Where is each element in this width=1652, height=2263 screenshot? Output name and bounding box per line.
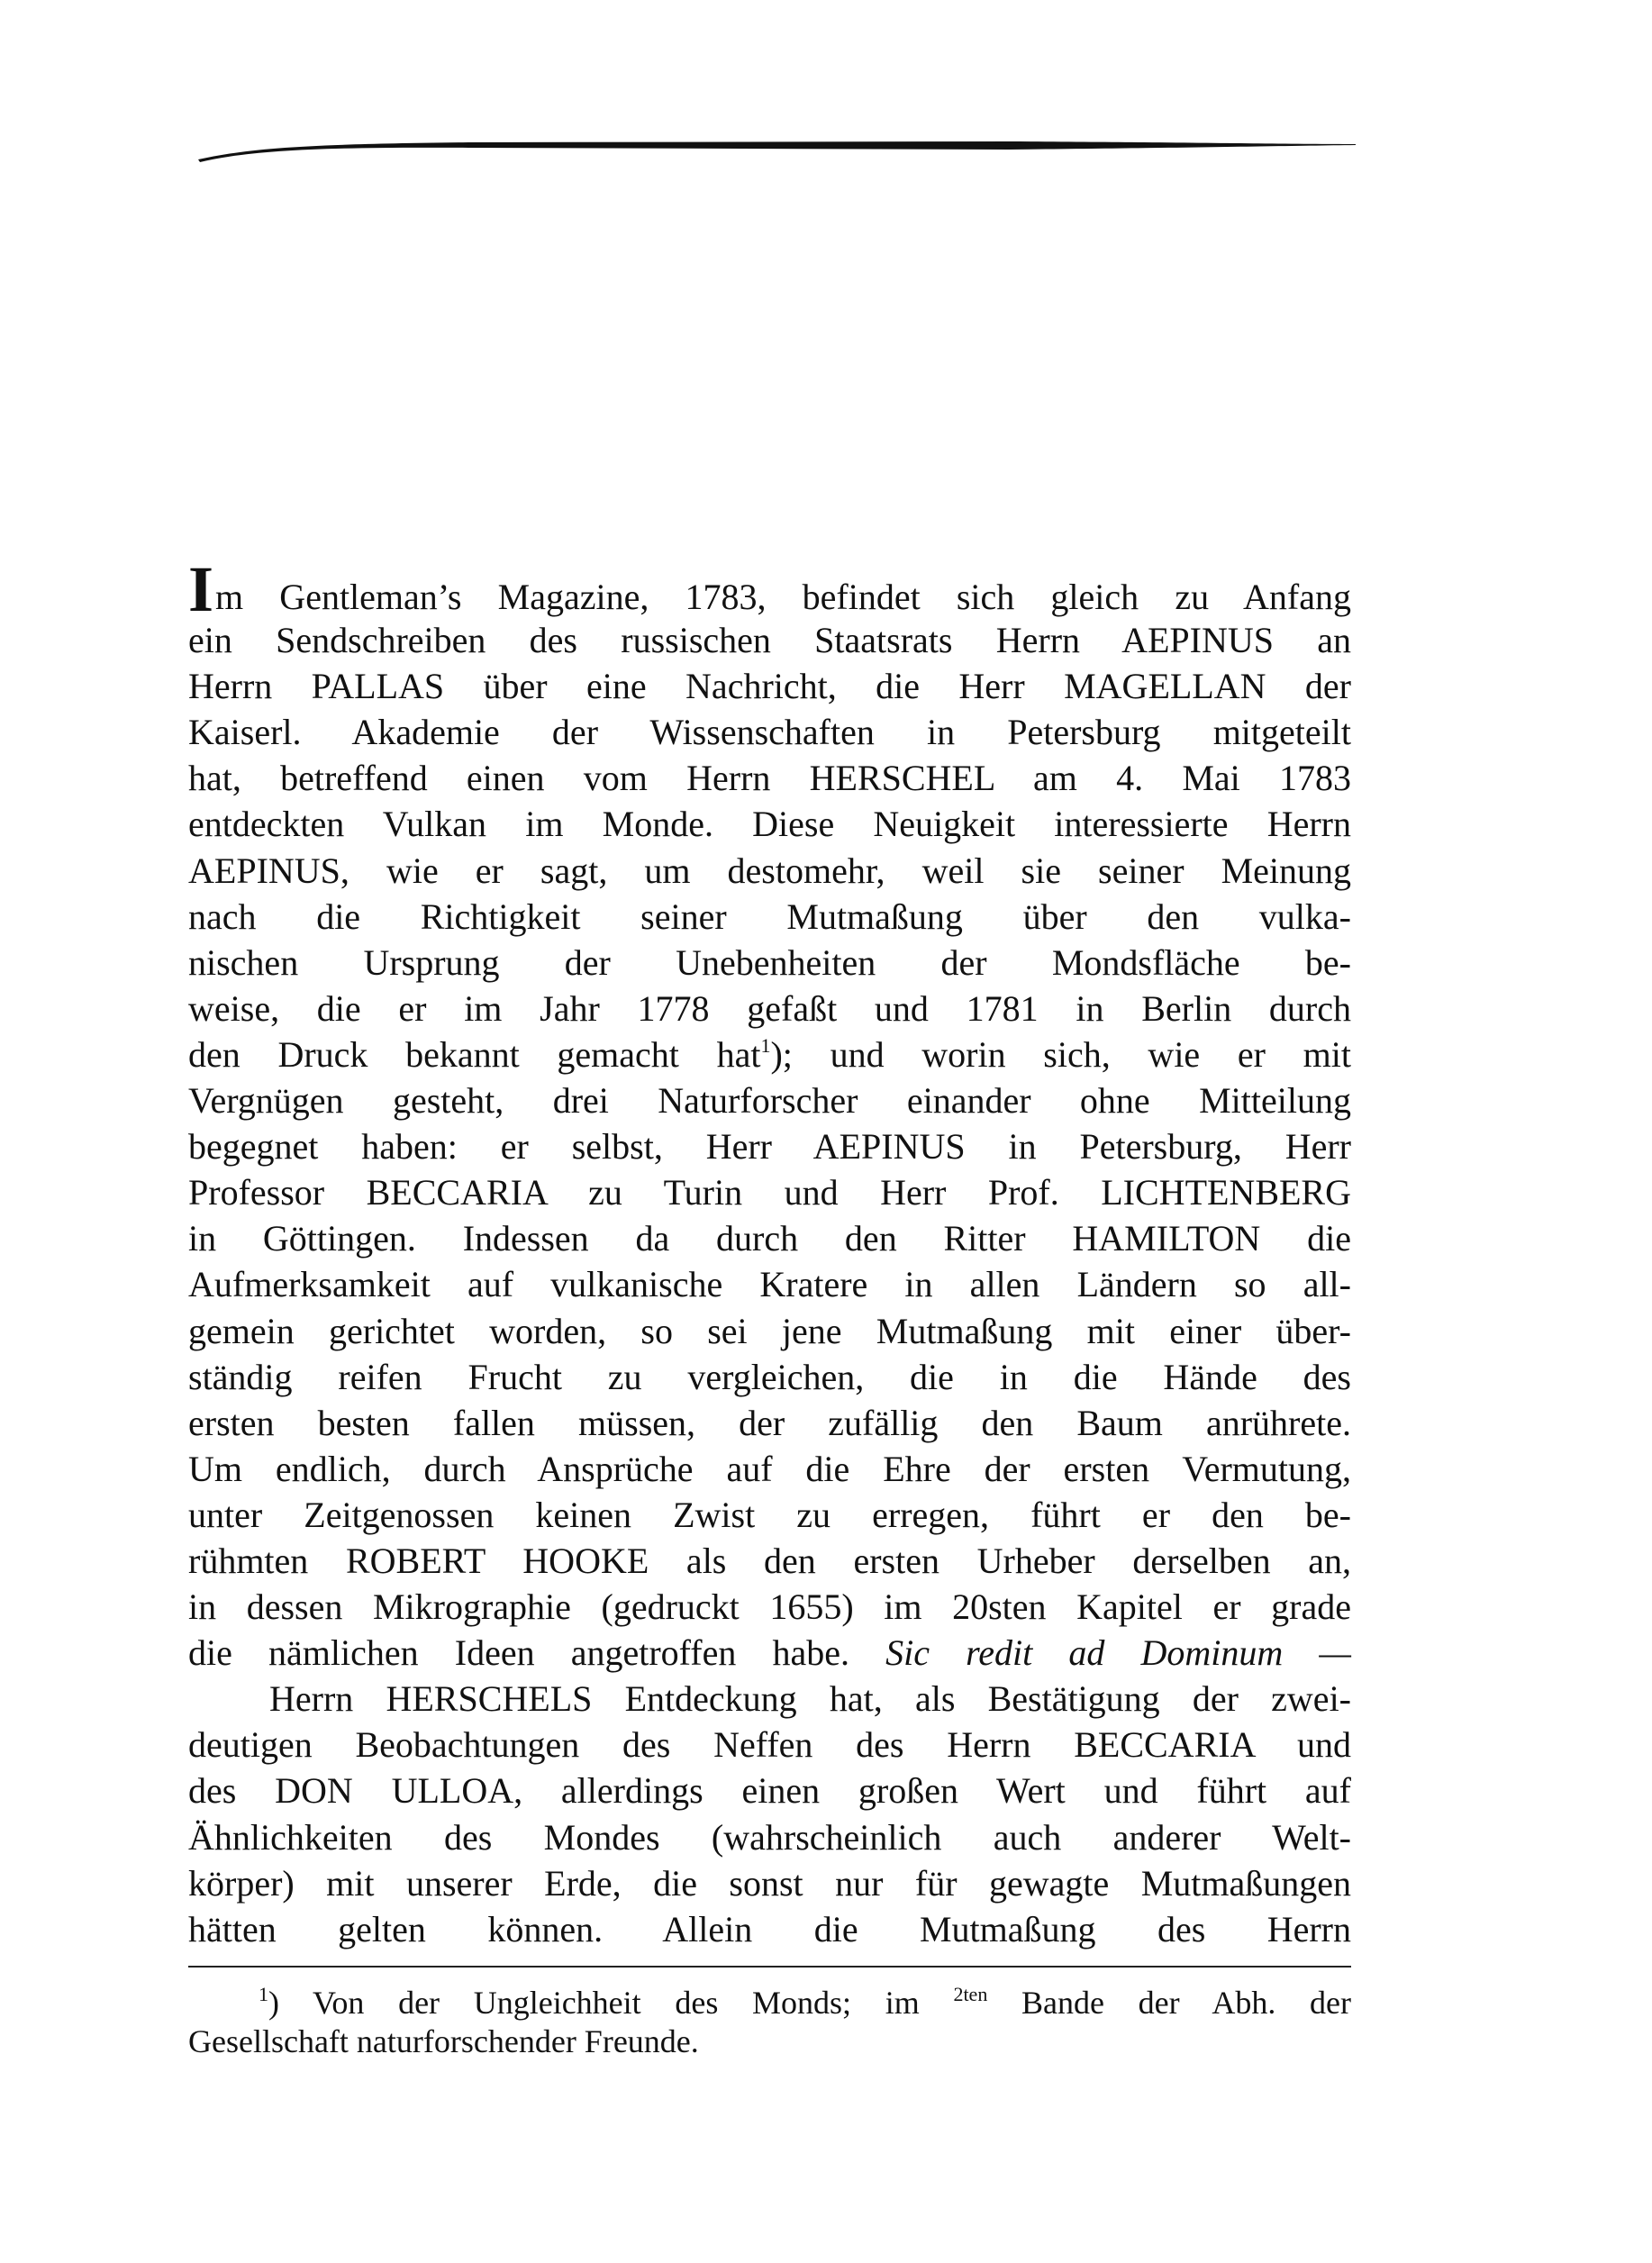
text-line: Ähnlichkeiten des Mondes (wahrscheinlich auch anderer Welt- xyxy=(188,1816,1351,1858)
text-line: Um endlich, durch Ansprüche auf die Ehre der ersten Vermutung, xyxy=(188,1448,1351,1489)
text-line: Herrn HERSCHELS Entdeckung hat, als Bestätigung der zwei- xyxy=(269,1678,1351,1720)
text-line: hätten gelten können. Allein die Mutmaßung des Herrn xyxy=(188,1908,1351,1949)
text-line xyxy=(188,1630,1351,1676)
text-line: nischen Ursprung der Unebenheiten der Mondsfläche be- xyxy=(188,941,1351,983)
text-line: körper) mit unserer Erde, die sonst nur für gewagte Mutmaßungen xyxy=(188,1862,1351,1904)
text-line: ersten besten fallen müssen, der zufällig den Baum anrührete. xyxy=(188,1402,1351,1443)
footnote-text: Bande der Abh. der xyxy=(987,1985,1351,2021)
body-text xyxy=(188,553,1352,1952)
line-text: die nämlichen Ideen angetroffen habe. xyxy=(188,1632,849,1674)
text-line: rühmten ROBERT HOOKE als den ersten Urheber derselben an, xyxy=(188,1540,1351,1581)
footnote-ref[interactable]: 1 xyxy=(760,1033,771,1057)
text-line: ständig reifen Frucht zu vergleichen, die in die Hände des xyxy=(188,1356,1351,1397)
text-line: begegnet haben: er selbst, Herr AEPINUS in Petersburg, Herr xyxy=(188,1126,1351,1168)
text-line: gemein gerichtet worden, so sei jene Mutmaßung mit einer über- xyxy=(188,1310,1351,1351)
text-line: nach die Richtigkeit seiner Mutmaßung über den vulka- xyxy=(188,895,1351,937)
text-line xyxy=(188,1032,1351,1077)
text-line: deutigen Beobachtungen des Neffen des Herrn BECCARIA und xyxy=(188,1724,1351,1766)
text-line: ein Sendschreiben des russischen Staatsrats Herrn AEPINUS an xyxy=(188,620,1351,661)
text-line: hat, betreffend einen vom Herrn HERSCHEL am 4. Mai 1783 xyxy=(188,758,1351,799)
text-line: in Göttingen. Indessen da durch den Ritter HAMILTON die xyxy=(188,1218,1351,1259)
line-text: m Gentleman’s Magazine, 1783, befindet sich gleich zu Anfang xyxy=(215,577,1351,617)
text-line: des DON ULLOA, allerdings einen großen Wert und führt auf xyxy=(188,1770,1351,1812)
text-line: Kaiserl. Akademie der Wissenschaften in Petersburg mitgeteilt xyxy=(188,712,1351,753)
footnote-marker: 1 xyxy=(259,1983,268,2005)
decorative-top-rule xyxy=(198,135,1360,162)
text-line: Aufmerksamkeit auf vulkanische Kratere in allen Ländern so all- xyxy=(188,1264,1351,1305)
footnote-text: ) Von der Ungleichheit des Monds; im xyxy=(268,1985,954,2021)
text-line: entdeckten Vulkan im Monde. Diese Neuigkeit interessierte Herrn xyxy=(188,804,1351,845)
text-line: Herrn PALLAS über eine Nachricht, die Herr MAGELLAN der xyxy=(188,666,1351,707)
text-line: in dessen Mikrographie (gedruckt 1655) im 20sten Kapitel er grade xyxy=(188,1586,1351,1628)
footnote-line: Gesellschaft naturforschender Freunde. xyxy=(188,2023,699,2059)
footnote-divider xyxy=(188,1966,1351,1968)
text-line: Vergnügen gesteht, drei Naturforscher einander ohne Mitteilung xyxy=(188,1080,1351,1122)
italic-quote: Sic redit ad Dominum — xyxy=(885,1632,1352,1674)
footnotes xyxy=(188,1975,1351,2061)
footnote-superscript: 2ten xyxy=(953,1983,988,2005)
footnote-line xyxy=(188,1975,1351,2022)
line-text: ); und worin sich, wie er mit xyxy=(770,1033,1351,1075)
line-text: den Druck bekannt gemacht hat xyxy=(188,1033,761,1075)
text-line: unter Zeitgenossen keinen Zwist zu erregen, führt er den be- xyxy=(188,1494,1351,1535)
text-line xyxy=(188,553,1351,625)
text-line: AEPINUS, wie er sagt, um destomehr, weil sie seiner Meinung xyxy=(188,850,1351,891)
text-line: weise, die er im Jahr 1778 gefaßt und 1781 in Berlin durch xyxy=(188,987,1351,1029)
drop-cap: I xyxy=(188,553,214,625)
text-line: Professor BECCARIA zu Turin und Herr Prof. LICHTENBERG xyxy=(188,1172,1351,1213)
